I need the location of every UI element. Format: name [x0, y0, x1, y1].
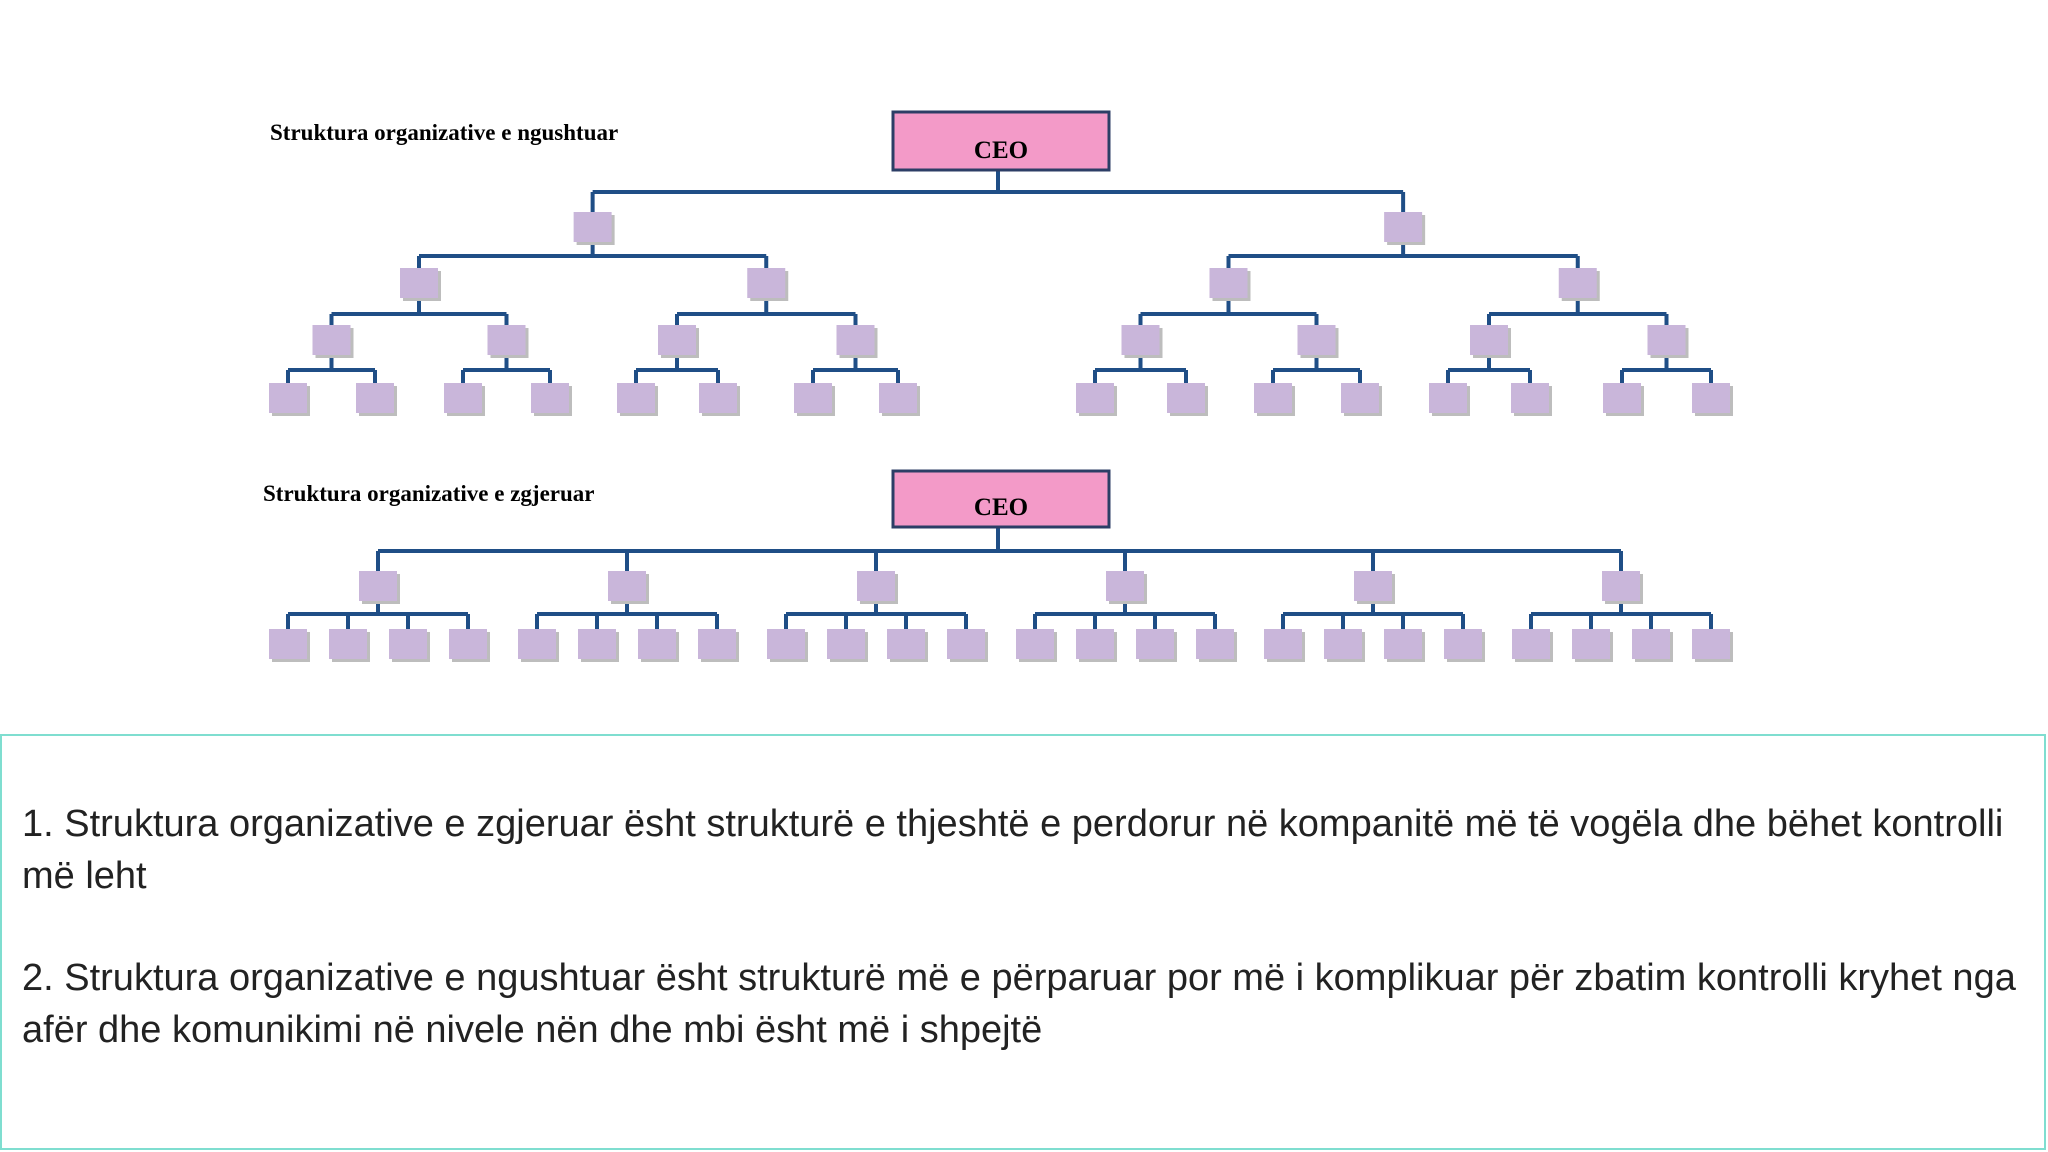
org-node [1603, 383, 1644, 416]
org-node-box [1559, 268, 1597, 298]
org-node-box [608, 571, 646, 601]
org-node-box [1167, 383, 1205, 413]
org-node [698, 629, 739, 662]
org-node-box [359, 571, 397, 601]
org-node-box [389, 629, 427, 659]
org-node [356, 383, 397, 416]
explanation-panel [0, 734, 2046, 1150]
org-node [518, 629, 559, 662]
wide-chart-nodes [269, 571, 1733, 662]
org-node-box [531, 383, 569, 413]
org-node-box [747, 268, 785, 298]
wide-ceo-box [893, 471, 1109, 527]
org-node-box [658, 325, 696, 355]
org-node-box [518, 629, 556, 659]
org-node-box [269, 383, 307, 413]
org-node [400, 268, 441, 301]
org-node [359, 571, 400, 604]
org-node [1106, 571, 1147, 604]
org-node [269, 629, 310, 662]
org-node-box [1429, 383, 1467, 413]
org-node-box [1648, 325, 1686, 355]
org-node [1511, 383, 1552, 416]
org-node-box [617, 383, 655, 413]
org-node [1324, 629, 1365, 662]
org-node-box [794, 383, 832, 413]
narrow-org-chart [269, 112, 1733, 416]
org-node [837, 325, 878, 358]
org-node-box [1016, 629, 1054, 659]
org-node [887, 629, 928, 662]
org-node-box [1512, 629, 1550, 659]
org-node [1648, 325, 1689, 358]
org-node [1167, 383, 1208, 416]
org-node [1692, 629, 1733, 662]
org-node-box [638, 629, 676, 659]
org-node [947, 629, 988, 662]
explanation-paragraph-2: 2. Struktura organizative e ngushtuar ësht strukturë më e përparuar por më i komplikuar për zbatim kontrolli kryhet nga afër dhe komunikimi në nivele nën dhe mbi ësht më i shpejtë [22, 957, 2016, 1051]
org-node-box [269, 629, 307, 659]
org-node-box [1602, 571, 1640, 601]
org-node-box [1341, 383, 1379, 413]
org-node [1602, 571, 1643, 604]
org-node-box [837, 325, 875, 355]
org-node-box [329, 629, 367, 659]
wide-org-chart [263, 471, 1733, 662]
org-node-box [449, 629, 487, 659]
org-node-box [857, 571, 895, 601]
org-node-box [827, 629, 865, 659]
org-node [1692, 383, 1733, 416]
org-node-box [1511, 383, 1549, 413]
org-node [794, 383, 835, 416]
org-node [1354, 571, 1395, 604]
org-node [578, 629, 619, 662]
org-node [313, 325, 354, 358]
org-node-box [578, 629, 616, 659]
org-node [1444, 629, 1485, 662]
org-node [444, 383, 485, 416]
org-node [1210, 268, 1251, 301]
org-node [638, 629, 679, 662]
wide-chart-title: Struktura organizative e zgjeruar [263, 481, 595, 506]
org-node [747, 268, 788, 301]
org-node [1559, 268, 1600, 301]
org-node [617, 383, 658, 416]
org-node [857, 571, 898, 604]
org-node-box [1106, 571, 1144, 601]
org-node-box [1122, 325, 1160, 355]
org-node-box [879, 383, 917, 413]
explanation-paragraph-1: 1. Struktura organizative e zgjeruar ësht strukturë e thjeshtë e perdorur në kompanitë më të vogëla dhe bëhet kontrolli më leht [22, 803, 2004, 897]
org-node-box [1444, 629, 1482, 659]
org-node-box [698, 629, 736, 659]
org-node-box [1354, 571, 1392, 601]
org-node-box [488, 325, 526, 355]
org-node [1384, 629, 1425, 662]
org-node-box [1572, 629, 1610, 659]
org-node [1016, 629, 1057, 662]
org-node-box [356, 383, 394, 413]
org-node [1298, 325, 1339, 358]
org-node [1572, 629, 1613, 662]
org-node [1076, 629, 1117, 662]
org-node-box [1692, 629, 1730, 659]
org-node [1196, 629, 1237, 662]
org-node [531, 383, 572, 416]
org-node [1632, 629, 1673, 662]
org-node-box [313, 325, 351, 355]
org-node-box [1298, 325, 1336, 355]
org-node [1512, 629, 1553, 662]
org-node-box [767, 629, 805, 659]
org-node-box [1603, 383, 1641, 413]
org-node-box [574, 212, 612, 242]
narrow-ceo-label: CEO [973, 137, 1029, 164]
org-node [1076, 383, 1117, 416]
org-node [329, 629, 370, 662]
org-node-box [444, 383, 482, 413]
org-node-box [1632, 629, 1670, 659]
org-node-box [1254, 383, 1292, 413]
org-node-box [699, 383, 737, 413]
org-node [488, 325, 529, 358]
org-node [1254, 383, 1295, 416]
org-node [608, 571, 649, 604]
org-node [389, 629, 430, 662]
narrow-ceo-box [893, 112, 1109, 170]
org-node [879, 383, 920, 416]
org-node [1136, 629, 1177, 662]
org-node [269, 383, 310, 416]
org-node-box [1210, 268, 1248, 298]
wide-ceo-label: CEO [973, 494, 1029, 521]
org-node [1384, 212, 1425, 245]
org-node [1429, 383, 1470, 416]
narrow-chart-title: Struktura organizative e ngushtuar [270, 120, 619, 145]
org-node-box [1384, 212, 1422, 242]
org-node [658, 325, 699, 358]
org-node-box [1324, 629, 1362, 659]
org-node [1470, 325, 1511, 358]
org-node-box [1076, 383, 1114, 413]
org-node [1122, 325, 1163, 358]
org-node-box [1136, 629, 1174, 659]
org-node-box [1264, 629, 1302, 659]
org-node [1341, 383, 1382, 416]
org-node-box [887, 629, 925, 659]
org-node-box [1076, 629, 1114, 659]
org-node-box [1692, 383, 1730, 413]
wide-chart-connectors [288, 527, 1711, 629]
org-node [827, 629, 868, 662]
org-node [699, 383, 740, 416]
org-node-box [947, 629, 985, 659]
org-node-box [1384, 629, 1422, 659]
org-node [449, 629, 490, 662]
org-node-box [400, 268, 438, 298]
org-node [574, 212, 615, 245]
org-node [1264, 629, 1305, 662]
org-node [767, 629, 808, 662]
org-node-box [1196, 629, 1234, 659]
org-node-box [1470, 325, 1508, 355]
